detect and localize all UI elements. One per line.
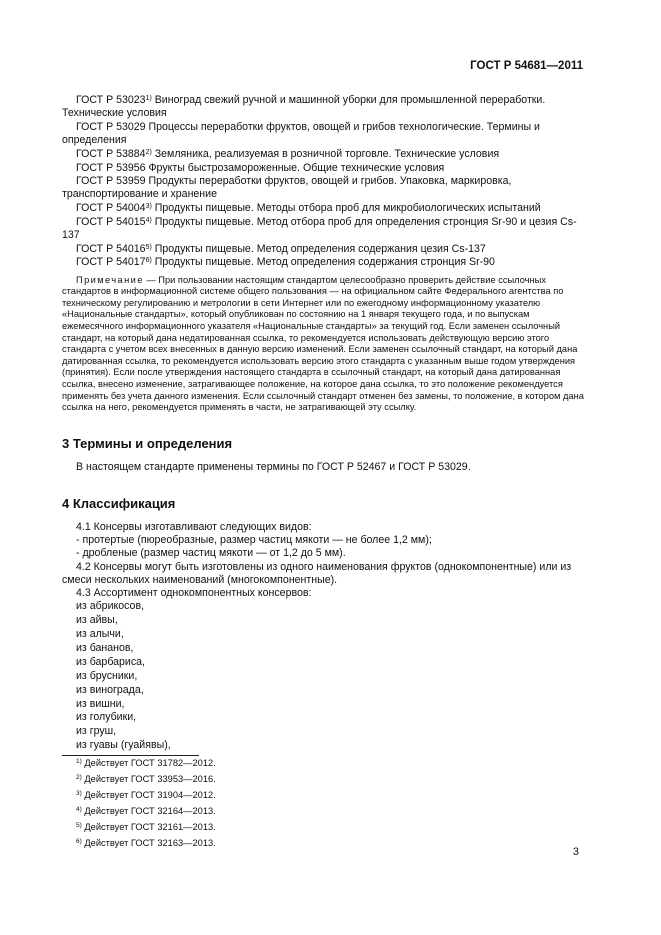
ref-code: ГОСТ Р 53023: [76, 94, 146, 106]
ref-item: [62, 256, 586, 269]
footnote-text: Действует ГОСТ 31782—2012.: [81, 758, 216, 768]
footnote-text: Действует ГОСТ 31904—2012.: [81, 790, 216, 801]
list-item: из голубики,: [76, 711, 137, 724]
note-paragraph: [62, 275, 586, 414]
ref-title: Продукты пищевые. Метод отбора проб для определения стронция Sr-90 и цезия Cs-137: [62, 215, 577, 242]
ref-footnote-mark: 4): [145, 216, 152, 224]
note-label: Примечание: [76, 274, 144, 285]
section-3-text: В настоящем стандарте применены термины по ГОСТ Р 52467 и ГОСТ Р 53029.: [76, 460, 471, 473]
footnote-number: 2): [76, 774, 82, 782]
ref-title: Земляника, реализуемая в розничной торговле. Технические условия: [151, 147, 500, 160]
ref-footnote-mark: 5): [145, 243, 152, 251]
section-3-heading: 3 Термины и определения: [62, 435, 233, 451]
ref-item: [62, 162, 586, 175]
list-item: из абрикосов,: [76, 600, 145, 613]
ref-code: ГОСТ Р 53956 Фрукты быстрозамороженные. Общие технические условия: [76, 161, 445, 174]
list-item: из винограда,: [76, 683, 144, 696]
ref-title: Продукты пищевые. Методы отбора проб для микробиологических испытаний: [151, 202, 541, 215]
ref-title: Виноград свежий ручной и машинной уборки для промышленной переработки. Технические условия: [62, 94, 546, 120]
ref-item: [62, 94, 586, 120]
footnote: [76, 755, 216, 771]
footnote-text: Действует ГОСТ 32164—2013.: [81, 806, 216, 817]
ref-footnote-mark: 3): [145, 203, 152, 211]
list-item: из брусники,: [76, 669, 138, 682]
footnote-text: Действует ГОСТ 32161—2013.: [81, 822, 216, 833]
page-number: 3: [572, 846, 579, 858]
list-item: из гуавы (гуайявы),: [76, 739, 171, 752]
ref-footnote-mark: 6): [145, 257, 152, 265]
ref-code: ГОСТ Р 54004: [76, 202, 146, 215]
section-4-paragraph: - протертые (пюреобразные, размер частиц мякоти — не более 1,2 мм);: [76, 534, 432, 547]
ref-footnote-mark: 1): [145, 95, 152, 102]
ref-footnote-mark: 2): [145, 148, 152, 156]
section-4-paragraph: 4.1 Консервы изготавливают следующих видов:: [76, 520, 312, 533]
ref-item: [62, 216, 586, 242]
ref-item: [62, 148, 586, 161]
document-id: ГОСТ Р 54681—2011: [470, 60, 583, 72]
list-item: из бананов,: [76, 641, 134, 654]
footnote-number: 6): [76, 838, 82, 846]
assortment-list: [62, 600, 586, 753]
list-item: из айвы,: [76, 614, 118, 627]
footnote-text: Действует ГОСТ 33953—2016.: [81, 774, 216, 785]
section-4-paragraph: - дробленые (размер частиц мякоти — от 1,2 до 5 мм).: [76, 547, 346, 560]
ref-code: ГОСТ Р 54015: [76, 215, 146, 228]
normative-references: [62, 94, 586, 270]
section-4-body: [62, 521, 586, 753]
footnote-number: 1): [76, 758, 82, 765]
footnote: [76, 803, 216, 819]
footnote-number: 3): [76, 790, 82, 798]
footnote-text: Действует ГОСТ 32163—2013.: [81, 838, 216, 849]
ref-code: ГОСТ Р 53884: [76, 147, 146, 160]
ref-item: [62, 202, 586, 215]
footnote: [76, 787, 216, 803]
ref-code: ГОСТ Р 54016: [76, 242, 146, 255]
ref-code: ГОСТ Р 54017: [76, 256, 146, 269]
ref-title: Продукты пищевые. Метод определения содержания стронция Sr-90: [151, 256, 495, 269]
list-item: из вишни,: [76, 697, 125, 710]
ref-code: ГОСТ Р 53029 Процессы переработки фруктов, овощей и грибов технологические. Термины и определения: [62, 120, 540, 147]
footnote: [76, 835, 216, 851]
list-item: из груш,: [76, 725, 117, 738]
footnote: [76, 771, 216, 787]
ref-code: ГОСТ Р 53959 Продукты переработки фруктов, овощей и грибов. Упаковка, маркировка, транспортирование и хранение: [62, 175, 512, 201]
ref-item: [62, 121, 586, 147]
main-content: [62, 94, 586, 753]
ref-title: Продукты пищевые. Метод определения содержания цезия Cs-137: [151, 242, 486, 255]
footnote: [76, 819, 216, 835]
list-item: из алычи,: [76, 628, 124, 640]
footnote-number: 5): [76, 822, 82, 830]
footnotes: [76, 755, 216, 852]
section-4-heading: 4 Классификация: [62, 495, 176, 511]
note-text: — При пользовании настоящим стандартом целесообразно проверить действие ссылочных стандартов в информационной системе общего пользования — на официальном сайте Федерального агентства по техническому регулированию и метрологии в сети Интернет или по ежегодному информационному указателю «Национальные стандарты», который опубликован по состоянию на 1 января текущего года, и по выпускам ежемесячного информационного указателя «Национальные стандарты» за текущий год. Если заменен ссылочный стандарт, на который дана недатированная ссылка, то рекомендуется использовать действующую версию этого стандарта с учетом всех внесенных в данную версию изменений. Если заменен ссылочный стандарт, на который дана датированная ссылка, то рекомендуется использовать версию этого стандарта с указанным выше годом утверждения (принятия). Если после утверждения настоящего стандарта в ссылочный стандарт, на который дана датированная ссылка, внесено изменение, затрагивающее положение, на которое дана ссылка, то это положение рекомендуется применять без учета данного изменения. Если ссылочный стандарт отменен без замены, то положение, в котором дана ссылка на него, рекомендуется применять в части, не затрагивающей эту ссылку.: [62, 274, 584, 413]
ref-item: [62, 175, 586, 201]
ref-item: [62, 243, 586, 256]
section-4-paragraph: 4.2 Консервы могут быть изготовлены из одного наименования фруктов (однокомпонентные) или из смеси нескольких наименований (многокомпонентные).: [62, 560, 572, 586]
section-4-paragraph: 4.3 Ассортимент однокомпонентных консервов:: [76, 586, 312, 599]
list-item: из барбариса,: [76, 655, 145, 668]
footnote-number: 4): [76, 806, 82, 814]
